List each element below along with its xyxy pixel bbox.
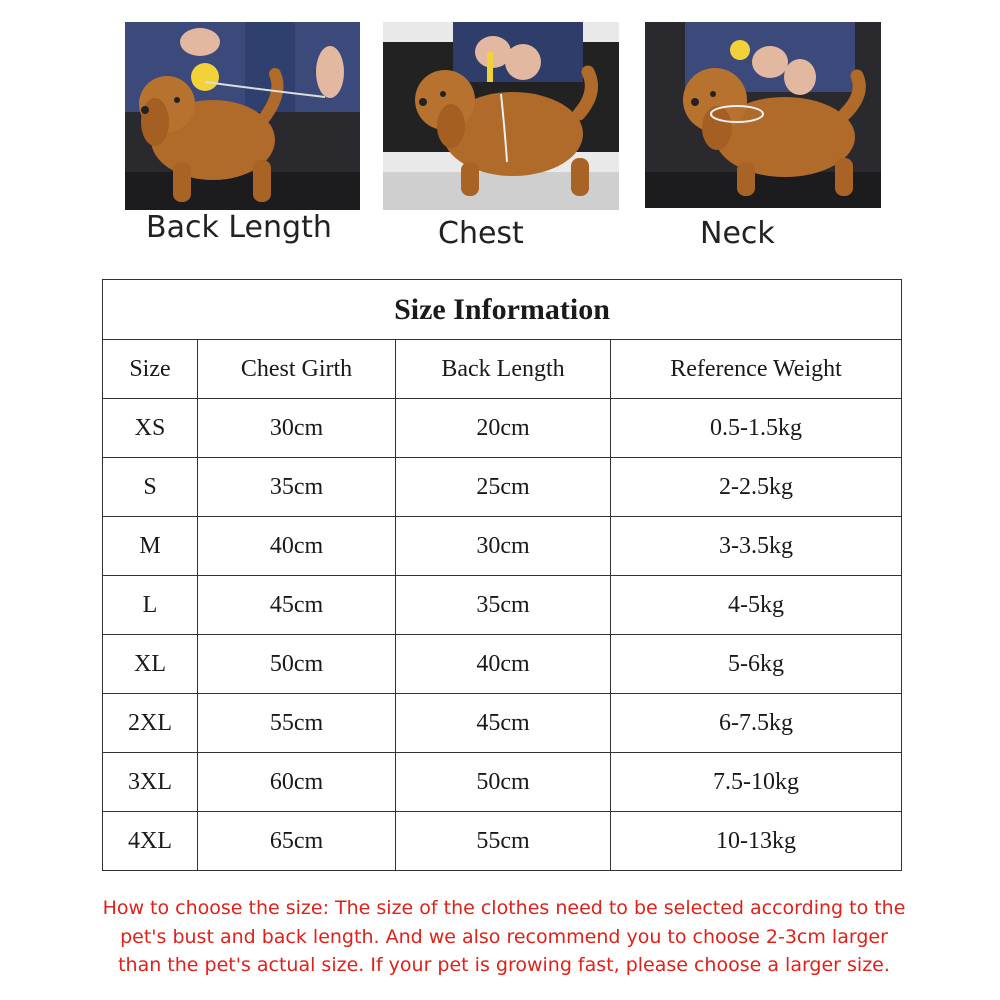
caption-back-length: Back Length: [146, 210, 332, 245]
header-reference-weight: Reference Weight: [611, 340, 902, 399]
header-back-length: Back Length: [396, 340, 611, 399]
cell-chest-girth: 35cm: [198, 458, 396, 517]
cell-reference-weight: 2-2.5kg: [611, 458, 902, 517]
cell-size: 2XL: [103, 694, 198, 753]
cell-reference-weight: 4-5kg: [611, 576, 902, 635]
cell-reference-weight: 5-6kg: [611, 635, 902, 694]
cell-size: M: [103, 517, 198, 576]
cell-chest-girth: 45cm: [198, 576, 396, 635]
cell-chest-girth: 55cm: [198, 694, 396, 753]
cell-size: L: [103, 576, 198, 635]
table-title: Size Information: [103, 280, 902, 340]
size-selection-note: [100, 894, 908, 980]
table-row: [103, 694, 902, 753]
cell-reference-weight: 6-7.5kg: [611, 694, 902, 753]
cell-reference-weight: 10-13kg: [611, 812, 902, 871]
cell-size: 3XL: [103, 753, 198, 812]
cell-back-length: 40cm: [396, 635, 611, 694]
caption-neck: Neck: [700, 216, 775, 251]
note-line: than the pet's actual size. If your pet is growing fast, please choose a larger size.: [118, 954, 890, 976]
caption-chest: Chest: [438, 216, 524, 251]
cell-size: XS: [103, 399, 198, 458]
header-chest-girth: Chest Girth: [198, 340, 396, 399]
cell-reference-weight: 0.5-1.5kg: [611, 399, 902, 458]
table-header-row: [103, 340, 902, 399]
photo-chest-measurement: [383, 22, 619, 210]
cell-size: XL: [103, 635, 198, 694]
size-information-table: [102, 279, 902, 871]
header-size: Size: [103, 340, 198, 399]
cell-reference-weight: 3-3.5kg: [611, 517, 902, 576]
cell-back-length: 55cm: [396, 812, 611, 871]
table-row: [103, 635, 902, 694]
table-row: [103, 753, 902, 812]
cell-back-length: 20cm: [396, 399, 611, 458]
table-row: [103, 517, 902, 576]
cell-reference-weight: 7.5-10kg: [611, 753, 902, 812]
cell-back-length: 45cm: [396, 694, 611, 753]
note-line: pet's bust and back length. And we also recommend you to choose 2-3cm larger: [120, 925, 888, 948]
cell-back-length: 50cm: [396, 753, 611, 812]
note-line: How to choose the size: The size of the clothes need to be selected according to the: [102, 897, 906, 919]
photo-neck-measurement: [645, 22, 881, 208]
cell-size: S: [103, 458, 198, 517]
cell-back-length: 30cm: [396, 517, 611, 576]
cell-chest-girth: 65cm: [198, 812, 396, 871]
cell-back-length: 25cm: [396, 458, 611, 517]
cell-chest-girth: 60cm: [198, 753, 396, 812]
cell-chest-girth: 40cm: [198, 517, 396, 576]
table-row: [103, 812, 902, 871]
table-row: [103, 576, 902, 635]
table-row: [103, 399, 902, 458]
cell-size: 4XL: [103, 812, 198, 871]
table-row: [103, 458, 902, 517]
cell-chest-girth: 50cm: [198, 635, 396, 694]
cell-chest-girth: 30cm: [198, 399, 396, 458]
cell-back-length: 35cm: [396, 576, 611, 635]
photo-back-length-measurement: [125, 22, 360, 210]
